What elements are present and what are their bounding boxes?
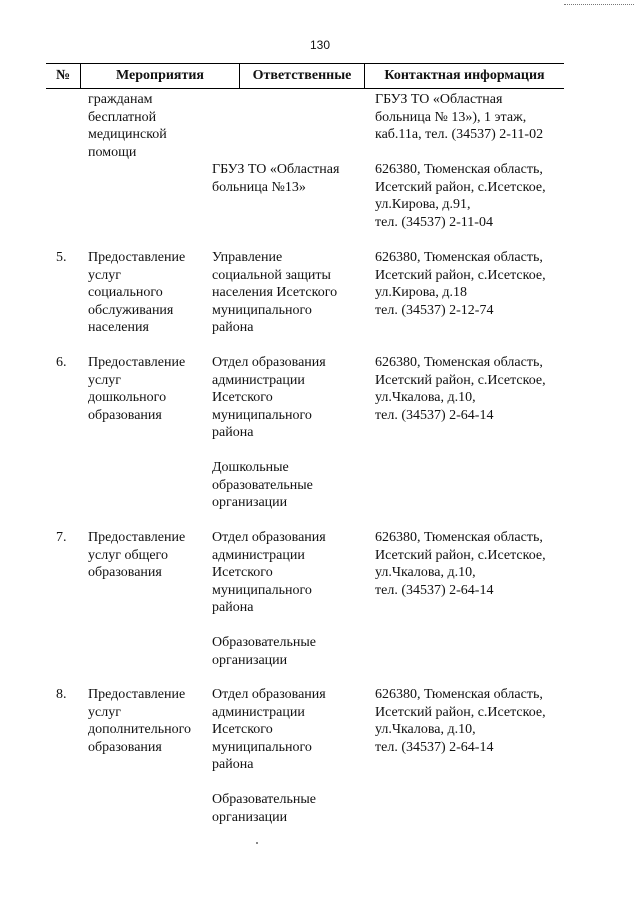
header-num: № (55, 68, 71, 83)
row-contact: 626380, Тюменская область, Исетский район, с.Исетское, ул.Чкалова, д.10, тел. (34537) 2-64-14 (375, 687, 546, 755)
page-number: 130 (309, 38, 331, 52)
row-responsible: Отдел образования администрации Исетского муниципального района (212, 355, 326, 440)
row-responsible: Отдел образования администрации Исетского муниципального района (212, 687, 326, 772)
row-number: 8. (56, 687, 67, 702)
row-activity: Предоставление услуг общего образования (88, 530, 186, 580)
row-responsible-extra: Образовательные организации (212, 792, 316, 825)
scan-edge-mark (564, 4, 634, 5)
row-responsible: Отдел образования администрации Исетского муниципального района (212, 530, 326, 615)
row-responsible: Управление социальной защиты населения Исетского муниципального района (212, 250, 338, 335)
row-number: 7. (56, 530, 67, 545)
scan-speck (256, 842, 258, 844)
row-activity: Предоставление услуг дошкольного образования (88, 355, 186, 423)
row-responsible-extra: Образовательные организации (212, 635, 316, 668)
row-activity: Предоставление услуг социального обслуживания населения (88, 250, 186, 335)
header-activity: Мероприятия (115, 68, 205, 83)
row-responsible-extra: Дошкольные образовательные организации (212, 460, 313, 510)
header-responsible: Ответственные (252, 68, 352, 83)
header-contact: Контактная информация (384, 68, 545, 83)
row-contact: 626380, Тюменская область, Исетский район, с.Исетское, ул.Чкалова, д.10, тел. (34537) 2-64-14 (375, 355, 546, 423)
continued-activity: гражданам бесплатной медицинской помощи (88, 92, 167, 160)
row-number: 6. (56, 355, 67, 370)
continued-contact-1: ГБУЗ ТО «Областная больница № 13»), 1 этаж, каб.11а, тел. (34537) 2-11-02 (375, 92, 544, 142)
row-number: 5. (56, 250, 67, 265)
row-contact: 626380, Тюменская область, Исетский район, с.Исетское, ул.Кирова, д.18 тел. (34537) 2-12-74 (375, 250, 546, 318)
continued-responsible-2: ГБУЗ ТО «Областная больница №13» (212, 162, 340, 195)
table-header (46, 63, 564, 89)
continued-contact-2: 626380, Тюменская область, Исетский район, с.Исетское, ул.Кирова, д.91, тел. (34537) 2-11-04 (375, 162, 546, 230)
row-contact: 626380, Тюменская область, Исетский район, с.Исетское, ул.Чкалова, д.10, тел. (34537) 2-64-14 (375, 530, 546, 598)
row-activity: Предоставление услуг дополнительного образования (88, 687, 191, 755)
